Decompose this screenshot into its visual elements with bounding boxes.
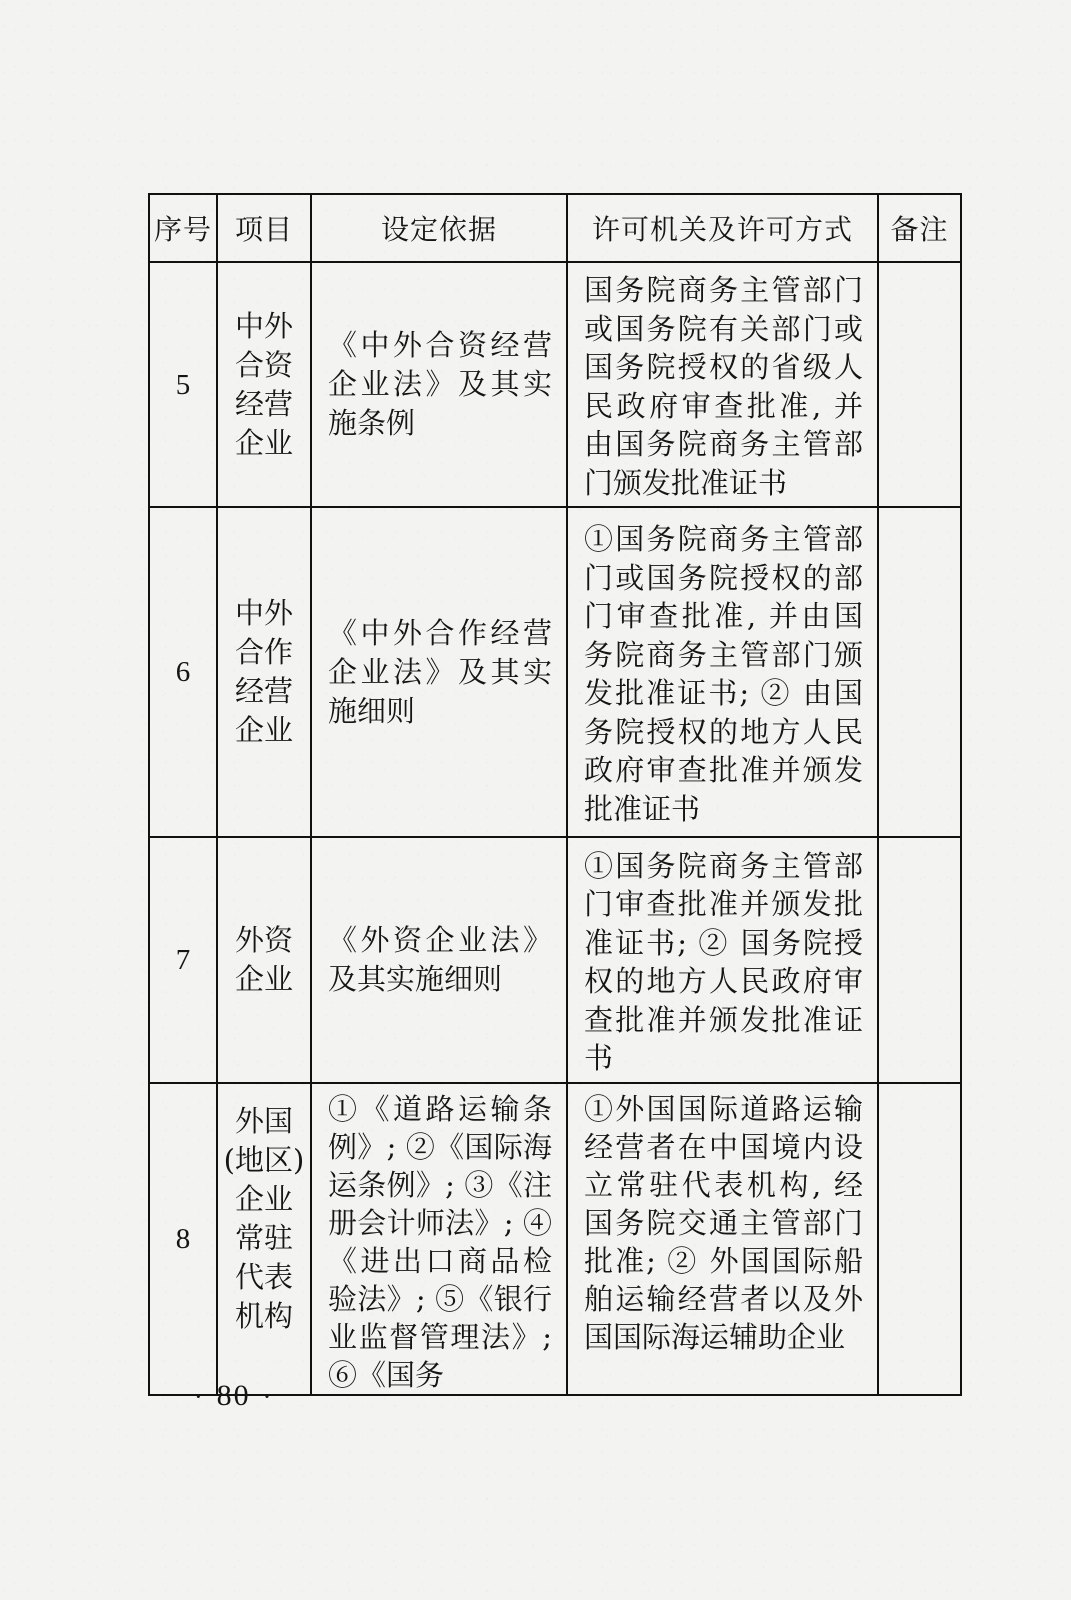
item-header: 项目 <box>217 194 311 262</box>
item-cell <box>217 837 311 1083</box>
notes-cell <box>878 262 961 507</box>
authority-cell: ①外国国际道路运输经营者在中国境内设立常驻代表机构, 经国务院交通主管部门批准; ② 外国国际船舶运输经营者以及外国国际海运辅助企业 <box>567 1083 878 1395</box>
table-row <box>149 262 961 507</box>
item-line: 企业 <box>234 713 293 747</box>
table-row <box>149 837 961 1083</box>
sequence-cell: 5 <box>149 262 217 507</box>
authority-cell: ①国务院商务主管部门或国务院授权的部门审查批准, 并由国务院商务主管部门颁发批准证书; ② 由国务院授权的地方人民政府审查批准并颁发批准证书 <box>567 507 878 837</box>
item-line: 中外 <box>234 308 293 343</box>
basis-header: 设定依据 <box>311 194 567 262</box>
page-number-text: 80 <box>216 1379 251 1412</box>
basis-cell: 《中外合作经营企业法》及其实施细则 <box>311 507 567 837</box>
notes-cell <box>878 1083 961 1395</box>
administrative-permit-table-container <box>148 193 960 1392</box>
administrative-permit-table <box>148 193 962 1396</box>
item-line: 企业 <box>234 425 293 460</box>
item-line: 经营 <box>234 674 293 708</box>
page-number-left-dot: · <box>194 1382 205 1411</box>
item-line: 常驻 <box>234 1221 293 1255</box>
table-row <box>149 507 961 837</box>
item-line: 企业 <box>234 1182 293 1216</box>
table-row <box>149 1083 961 1395</box>
item-line: 企业 <box>234 962 293 996</box>
basis-cell: 《中外合资经营企业法》及其实施条例 <box>311 262 567 507</box>
basis-cell: ①《道路运输条例》; ②《国际海运条例》; ③《注册会计师法》; ④《进出口商品检验法》; ⑤《银行业监督管理法》; ⑥《国务 <box>311 1083 567 1395</box>
page-number-right-dot: · <box>262 1382 274 1411</box>
item-line: 经营 <box>234 386 293 421</box>
table-header-row <box>149 194 961 262</box>
sequence-cell: 8 <box>149 1083 217 1395</box>
authority-cell: ①国务院商务主管部门审查批准并颁发批准证书; ② 国务院授权的地方人民政府审查批准并颁发批准证书 <box>567 837 878 1083</box>
sequence-header: 序号 <box>149 194 217 262</box>
notes-cell <box>878 837 961 1083</box>
item-cell <box>217 507 311 837</box>
item-line: 外资 <box>234 923 293 957</box>
item-line: (地区) <box>223 1143 305 1177</box>
item-line: 合资 <box>234 347 293 382</box>
notes-cell <box>878 507 961 837</box>
sequence-cell: 7 <box>149 837 217 1083</box>
item-line: 合作 <box>234 635 293 669</box>
basis-cell: 《外资企业法》及其实施细则 <box>311 837 567 1083</box>
sequence-cell: 6 <box>149 507 217 837</box>
item-line: 代表 <box>234 1260 293 1294</box>
item-cell <box>217 262 311 507</box>
page-number <box>182 1378 292 1415</box>
item-cell <box>217 1083 311 1395</box>
item-line: 机构 <box>234 1299 293 1333</box>
authority-cell: 国务院商务主管部门或国务院有关部门或国务院授权的省级人民政府审查批准, 并由国务院商务主管部门颁发批准证书 <box>567 262 878 507</box>
item-line: 中外 <box>234 596 293 630</box>
authority-header: 许可机关及许可方式 <box>567 194 878 262</box>
item-line: 外国 <box>234 1104 293 1138</box>
notes-header: 备注 <box>878 194 961 262</box>
